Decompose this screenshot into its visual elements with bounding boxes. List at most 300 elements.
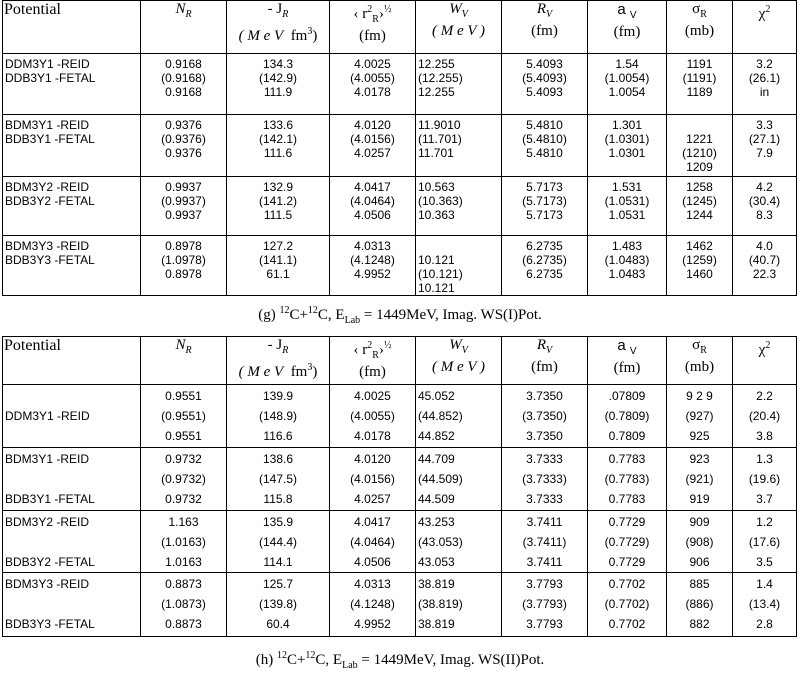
cell-line: 133.6 bbox=[262, 118, 294, 132]
cell-line: 1.0301 bbox=[608, 146, 646, 160]
cell-wv bbox=[416, 115, 502, 177]
table-row bbox=[3, 448, 797, 511]
cell-line: 5.4810 bbox=[526, 146, 563, 160]
cell-nr bbox=[141, 511, 227, 573]
cell-av bbox=[588, 177, 667, 236]
cell-chi bbox=[733, 177, 797, 236]
cell-line: 11.9010 bbox=[418, 118, 461, 132]
cell-jr bbox=[227, 573, 330, 637]
cell-line: (1.0873) bbox=[161, 597, 206, 611]
cell-line: (0.9168) bbox=[161, 71, 206, 85]
header-rv: $R_V$ (fm) bbox=[502, 1, 588, 54]
cell-line: 22.3 bbox=[752, 267, 777, 281]
cell-line: 45.052 bbox=[418, 389, 455, 403]
cell-line: (1.0978) bbox=[161, 253, 206, 267]
cell-av bbox=[588, 511, 667, 573]
cell-jr bbox=[227, 236, 330, 296]
cell-line: 44.852 bbox=[418, 429, 455, 443]
header-av: a $_V$ (fm) bbox=[588, 337, 667, 385]
cell-jr bbox=[227, 448, 330, 511]
cell-line: 0.8978 bbox=[165, 239, 202, 253]
cell-line: (142.1) bbox=[258, 132, 298, 146]
cell-line: (12.255) bbox=[418, 71, 463, 85]
cell-line: 135.9 bbox=[262, 515, 294, 529]
cell-line: BDM3Y1 -REID bbox=[5, 118, 90, 132]
cell-av bbox=[588, 448, 667, 511]
cell-rr bbox=[330, 115, 416, 177]
cell-line: 4.0506 bbox=[354, 208, 391, 222]
cell-rv bbox=[502, 511, 588, 573]
cell-av bbox=[588, 385, 667, 448]
cell-names bbox=[3, 236, 141, 296]
cell-line: 1.3 bbox=[756, 452, 773, 466]
cell-line: 4.0313 bbox=[354, 239, 391, 253]
cell-line: (139.8) bbox=[258, 597, 298, 611]
cell-line: (0.7809) bbox=[604, 409, 650, 423]
cell-line: 6.2735 bbox=[526, 239, 563, 253]
cell-line: 5.4093 bbox=[526, 57, 563, 71]
cell-chi bbox=[733, 511, 797, 573]
cell-line: (30.4) bbox=[748, 194, 781, 208]
header-nr: $N_R$ bbox=[141, 337, 227, 385]
cell-rv bbox=[502, 236, 588, 296]
cell-line: 111.9 bbox=[263, 85, 293, 99]
header-chi: $\chi^2$ bbox=[733, 337, 797, 385]
cell-chi bbox=[733, 385, 797, 448]
cell-line: 4.0178 bbox=[354, 85, 391, 99]
cell-line: 1.531 bbox=[611, 180, 643, 194]
cell-line: 885 bbox=[689, 577, 710, 591]
cell-line: BDB3Y2 -FETAL bbox=[5, 555, 95, 569]
cell-line: BDB3Y1 -FETAL bbox=[5, 132, 95, 146]
cell-line: 11.701 bbox=[418, 146, 454, 160]
header-rr: ‹ $r^2_R›^{\frac{1}{2}}$ (fm) bbox=[330, 1, 416, 54]
table-row bbox=[3, 115, 797, 177]
cell-line: 3.7793 bbox=[526, 577, 563, 591]
cell-line: 7.9 bbox=[756, 146, 773, 160]
cell-line: (144.4) bbox=[258, 535, 298, 549]
cell-nr bbox=[141, 573, 227, 637]
cell-line: (1245) bbox=[682, 194, 717, 208]
cell-line: 0.9937 bbox=[165, 208, 202, 222]
cell-rv bbox=[502, 115, 588, 177]
cell-line bbox=[5, 208, 140, 222]
header-nr: $N_R$ bbox=[141, 1, 227, 54]
cell-line: (3.7793) bbox=[522, 597, 567, 611]
cell-rr bbox=[330, 511, 416, 573]
cell-line: 4.0120 bbox=[354, 452, 391, 466]
cell-line: 1258 bbox=[686, 180, 713, 194]
cell-line: DDB3Y1 -FETAL bbox=[5, 71, 96, 85]
cell-line: (20.4) bbox=[748, 409, 781, 423]
cell-line: 10.563 bbox=[418, 180, 455, 194]
cell-line: BDB3Y2 -FETAL bbox=[5, 194, 95, 208]
cell-line: 38.819 bbox=[418, 617, 455, 631]
cell-line: 12.255 bbox=[418, 57, 455, 71]
cell-line: 138.6 bbox=[262, 452, 294, 466]
cell-line: 3.2 bbox=[756, 57, 773, 71]
header-av: a $_V$ (fm) bbox=[588, 1, 667, 54]
header-potential: Potential bbox=[3, 337, 141, 385]
cell-line: 43.253 bbox=[418, 515, 455, 529]
cell-line: 1191 bbox=[686, 57, 713, 71]
cell-line: (0.7702) bbox=[604, 597, 650, 611]
cell-line: (1.0483) bbox=[604, 253, 650, 267]
table-g-header-row bbox=[3, 1, 797, 54]
cell-line: 0.9732 bbox=[165, 492, 202, 506]
cell-line: 6.2735 bbox=[526, 267, 563, 281]
cell-nr bbox=[141, 115, 227, 177]
cell-line: (927) bbox=[685, 409, 714, 423]
cell-line: (147.5) bbox=[258, 472, 298, 486]
cell-line: (1.0163) bbox=[161, 535, 206, 549]
cell-line: 919 bbox=[689, 492, 710, 506]
cell-line: 906 bbox=[689, 555, 710, 569]
cell-names bbox=[3, 54, 141, 115]
cell-jr bbox=[227, 115, 330, 177]
cell-line: 127.2 bbox=[262, 239, 294, 253]
cell-names bbox=[3, 448, 141, 511]
cell-rr bbox=[330, 448, 416, 511]
cell-line: (1.0531) bbox=[604, 194, 650, 208]
cell-line: (3.7411) bbox=[522, 535, 567, 549]
cell-line: 5.7173 bbox=[526, 208, 563, 222]
cell-line: 1.483 bbox=[611, 239, 643, 253]
cell-line: 3.7350 bbox=[526, 389, 563, 403]
cell-sigma bbox=[667, 573, 733, 637]
cell-line: (13.4) bbox=[748, 597, 781, 611]
cell-line: BDM3Y3 -REID bbox=[5, 577, 90, 591]
cell-line: (142.9) bbox=[258, 71, 298, 85]
table-row bbox=[3, 54, 797, 115]
cell-line: (19.6) bbox=[748, 472, 781, 486]
cell-line: 12.255 bbox=[418, 85, 455, 99]
cell-line: 38.819 bbox=[418, 577, 455, 591]
cell-line bbox=[5, 267, 140, 281]
cell-names bbox=[3, 385, 141, 448]
cell-line: (44.509) bbox=[418, 472, 463, 486]
cell-line: 1.0531 bbox=[608, 208, 646, 222]
cell-sigma bbox=[667, 448, 733, 511]
cell-rr bbox=[330, 385, 416, 448]
cell-line: 925 bbox=[689, 429, 710, 443]
cell-line: (4.0055) bbox=[350, 71, 395, 85]
cell-line bbox=[418, 239, 501, 253]
cell-line: 1460 bbox=[686, 267, 713, 281]
cell-line: (38.819) bbox=[418, 597, 463, 611]
cell-line: (27.1) bbox=[748, 132, 781, 146]
cell-line: 116.6 bbox=[263, 429, 293, 443]
cell-av bbox=[588, 115, 667, 177]
cell-line: 60.4 bbox=[266, 617, 290, 631]
cell-line: 0.8873 bbox=[165, 577, 202, 591]
cell-line: .07809 bbox=[608, 389, 646, 403]
cell-line: (141.2) bbox=[258, 194, 298, 208]
cell-line: (3.7350) bbox=[522, 409, 567, 423]
cell-sigma bbox=[667, 54, 733, 115]
cell-line: 1.163 bbox=[168, 515, 199, 529]
cell-sigma bbox=[667, 236, 733, 296]
cell-line: 1221 bbox=[686, 132, 713, 146]
cell-line: (908) bbox=[685, 535, 714, 549]
header-sigma: $\sigma_R$ (mb) bbox=[667, 337, 733, 385]
cell-line: 0.8873 bbox=[165, 617, 202, 631]
header-wv: $W_V$ ( M e V ) bbox=[416, 1, 502, 54]
cell-line: (4.0156) bbox=[350, 132, 395, 146]
table-row bbox=[3, 511, 797, 573]
cell-line: 111.6 bbox=[263, 146, 293, 160]
cell-line: 4.0025 bbox=[354, 389, 391, 403]
cell-sigma bbox=[667, 177, 733, 236]
cell-line: 114.1 bbox=[263, 555, 293, 569]
cell-line: BDM3Y3 -REID bbox=[5, 239, 90, 253]
cell-line: 1.54 bbox=[615, 57, 639, 71]
cell-nr bbox=[141, 385, 227, 448]
header-jr: - $J_R$ ( M e V $fm^3$) bbox=[227, 1, 330, 54]
cell-line: 9 2 9 bbox=[686, 389, 713, 403]
cell-line: 1244 bbox=[686, 208, 713, 222]
cell-line: 0.7783 bbox=[608, 452, 646, 466]
cell-line: 10.363 bbox=[418, 208, 455, 222]
cell-line: 4.0417 bbox=[354, 515, 391, 529]
cell-line: (6.2735) bbox=[522, 253, 567, 267]
cell-rv bbox=[502, 448, 588, 511]
cell-line: 4.9952 bbox=[354, 267, 391, 281]
cell-sigma bbox=[667, 115, 733, 177]
cell-line: 125.7 bbox=[262, 577, 294, 591]
cell-line: 0.9168 bbox=[165, 85, 202, 99]
cell-rv bbox=[502, 385, 588, 448]
caption-h: (h) $^{12}$C+$^{12}$C, $E_{Lab} = 1449MeV$, Imag. WS(II)Pot. bbox=[255, 650, 545, 671]
cell-line: (3.7333) bbox=[522, 472, 567, 486]
cell-line: (141.1) bbox=[258, 253, 298, 267]
cell-line: (10.363) bbox=[418, 194, 463, 208]
cell-line: 8.3 bbox=[756, 208, 773, 222]
cell-line: 4.0257 bbox=[354, 492, 391, 506]
cell-line: BDB3Y3 -FETAL bbox=[5, 617, 95, 631]
header-potential: Potential bbox=[3, 1, 141, 54]
cell-line: BDM3Y2 -REID bbox=[5, 515, 90, 529]
cell-line: (26.1) bbox=[748, 71, 781, 85]
table-g-body bbox=[3, 54, 797, 296]
cell-jr bbox=[227, 511, 330, 573]
cell-nr bbox=[141, 448, 227, 511]
cell-line: 1189 bbox=[686, 85, 713, 99]
cell-line: 0.9551 bbox=[165, 389, 202, 403]
cell-line: 3.7 bbox=[756, 492, 773, 506]
cell-line: 0.9168 bbox=[165, 57, 202, 71]
cell-chi bbox=[733, 115, 797, 177]
cell-chi bbox=[733, 236, 797, 296]
cell-line: 132.9 bbox=[262, 180, 294, 194]
header-wv: $W_V$ ( M e V ) bbox=[416, 337, 502, 385]
cell-line: (4.1248) bbox=[350, 597, 395, 611]
cell-line: 0.7809 bbox=[608, 429, 646, 443]
cell-line: (148.9) bbox=[258, 409, 298, 423]
cell-line: 43.053 bbox=[418, 555, 455, 569]
cell-av bbox=[588, 573, 667, 637]
cell-line: 4.0506 bbox=[354, 555, 391, 569]
cell-chi bbox=[733, 573, 797, 637]
cell-line: 0.8978 bbox=[165, 267, 202, 281]
cell-line: 3.7350 bbox=[526, 429, 563, 443]
cell-line: DDM3Y1 -REID bbox=[5, 409, 90, 423]
cell-names bbox=[3, 177, 141, 236]
cell-line: BDB3Y1 -FETAL bbox=[5, 492, 95, 506]
cell-jr bbox=[227, 385, 330, 448]
table-h bbox=[2, 336, 797, 637]
cell-line: 3.7411 bbox=[526, 515, 563, 529]
cell-rr bbox=[330, 177, 416, 236]
cell-line: 0.7702 bbox=[608, 577, 646, 591]
cell-line bbox=[5, 386, 140, 406]
cell-line: (886) bbox=[685, 597, 714, 611]
cell-line: 0.7783 bbox=[608, 492, 646, 506]
header-rr: ‹ $r^2_R›^{\frac{1}{2}}$ (fm) bbox=[330, 337, 416, 385]
cell-sigma bbox=[667, 511, 733, 573]
cell-line: 10.121 bbox=[418, 281, 455, 295]
cell-line bbox=[667, 118, 732, 132]
cell-line: (1210) bbox=[682, 146, 717, 160]
cell-line: 909 bbox=[689, 515, 710, 529]
cell-nr bbox=[141, 236, 227, 296]
cell-line: 3.7333 bbox=[526, 452, 563, 466]
cell-chi bbox=[733, 54, 797, 115]
cell-rv bbox=[502, 177, 588, 236]
cell-line: (11.701) bbox=[418, 132, 462, 146]
cell-line bbox=[5, 532, 140, 552]
header-rv: $R_V$ (fm) bbox=[502, 337, 588, 385]
cell-line: (10.121) bbox=[418, 267, 463, 281]
cell-line: (0.7729) bbox=[604, 535, 650, 549]
cell-line: (40.7) bbox=[748, 253, 781, 267]
cell-jr bbox=[227, 177, 330, 236]
cell-line: 2.8 bbox=[756, 617, 773, 631]
cell-line: 4.2 bbox=[756, 180, 773, 194]
cell-line: 0.7702 bbox=[608, 617, 646, 631]
cell-line: 44.509 bbox=[418, 492, 455, 506]
cell-names bbox=[3, 511, 141, 573]
cell-line bbox=[5, 426, 140, 446]
cell-line: (1.0054) bbox=[604, 71, 650, 85]
cell-line: 4.0025 bbox=[354, 57, 391, 71]
cell-line: in bbox=[759, 85, 770, 99]
cell-line: 3.5 bbox=[756, 555, 773, 569]
cell-line bbox=[5, 469, 140, 489]
header-chi: $\chi^2$ bbox=[733, 1, 797, 54]
cell-wv bbox=[416, 385, 502, 448]
cell-line: 3.8 bbox=[756, 429, 773, 443]
cell-wv bbox=[416, 236, 502, 296]
cell-line: (1.0301) bbox=[604, 132, 650, 146]
cell-line: 4.0313 bbox=[354, 577, 391, 591]
cell-nr bbox=[141, 177, 227, 236]
cell-line: 4.0120 bbox=[354, 118, 391, 132]
cell-line: BDM3Y1 -REID bbox=[5, 452, 90, 466]
cell-nr bbox=[141, 54, 227, 115]
cell-av bbox=[588, 236, 667, 296]
cell-line: 4.0 bbox=[756, 239, 773, 253]
cell-line: BDM3Y2 -REID bbox=[5, 180, 90, 194]
cell-line: 5.4810 bbox=[526, 118, 563, 132]
cell-line: 1209 bbox=[686, 160, 713, 174]
cell-line: 61.1 bbox=[266, 267, 290, 281]
cell-line: (0.9376) bbox=[161, 132, 206, 146]
cell-line: 134.3 bbox=[262, 57, 294, 71]
cell-line: (5.4810) bbox=[522, 132, 567, 146]
cell-names bbox=[3, 573, 141, 637]
cell-line: (0.9551) bbox=[161, 409, 206, 423]
table-row bbox=[3, 177, 797, 236]
cell-line: 5.7173 bbox=[526, 180, 563, 194]
cell-line: (0.9937) bbox=[161, 194, 206, 208]
cell-line: DDM3Y1 -REID bbox=[5, 57, 90, 71]
cell-line: 44.709 bbox=[418, 452, 455, 466]
cell-line: (5.7173) bbox=[522, 194, 567, 208]
cell-line: 1462 bbox=[686, 239, 713, 253]
cell-line: (1191) bbox=[682, 71, 717, 85]
cell-line: 3.7793 bbox=[526, 617, 563, 631]
cell-rv bbox=[502, 573, 588, 637]
table-row bbox=[3, 385, 797, 448]
cell-line: 0.7729 bbox=[608, 555, 646, 569]
cell-chi bbox=[733, 448, 797, 511]
cell-av bbox=[588, 54, 667, 115]
cell-line: (5.4093) bbox=[522, 71, 567, 85]
cell-line: (0.9732) bbox=[161, 472, 206, 486]
cell-line: BDB3Y3 -FETAL bbox=[5, 253, 95, 267]
cell-line: 4.0257 bbox=[354, 146, 391, 160]
cell-line: 0.9551 bbox=[165, 429, 202, 443]
cell-line: 3.7411 bbox=[526, 555, 563, 569]
cell-line bbox=[5, 85, 140, 99]
cell-line: 115.8 bbox=[263, 492, 293, 506]
cell-sigma bbox=[667, 385, 733, 448]
cell-line: 111.5 bbox=[263, 208, 293, 222]
cell-line: 1.2 bbox=[756, 515, 773, 529]
cell-line: 1.0054 bbox=[608, 85, 646, 99]
table-h-body bbox=[3, 385, 797, 637]
cell-line: (0.7783) bbox=[604, 472, 650, 486]
cell-rv bbox=[502, 54, 588, 115]
cell-line: (4.0464) bbox=[350, 194, 395, 208]
cell-line: 5.4093 bbox=[526, 85, 563, 99]
cell-jr bbox=[227, 54, 330, 115]
table-row bbox=[3, 236, 797, 296]
cell-wv bbox=[416, 54, 502, 115]
cell-wv bbox=[416, 177, 502, 236]
cell-line: 0.9937 bbox=[165, 180, 202, 194]
cell-line: 0.9376 bbox=[165, 118, 202, 132]
cell-line: 4.9952 bbox=[354, 617, 391, 631]
cell-line: 0.9376 bbox=[165, 146, 202, 160]
header-sigma: $\sigma_R$ (mb) bbox=[667, 1, 733, 54]
cell-line: (44.852) bbox=[418, 409, 463, 423]
cell-line: 4.0417 bbox=[354, 180, 391, 194]
cell-line: (4.0464) bbox=[350, 535, 395, 549]
cell-line: (1259) bbox=[682, 253, 717, 267]
header-jr: - $J_R$ ( M e V $fm^3$) bbox=[227, 337, 330, 385]
cell-line: 923 bbox=[689, 452, 710, 466]
cell-line: 10.121 bbox=[418, 253, 455, 267]
cell-line: 1.301 bbox=[611, 118, 643, 132]
cell-line: 1.0163 bbox=[165, 555, 202, 569]
cell-line: (4.0055) bbox=[350, 409, 395, 423]
cell-rr bbox=[330, 54, 416, 115]
cell-wv bbox=[416, 573, 502, 637]
cell-line: 0.7729 bbox=[608, 515, 646, 529]
cell-line: 0.9732 bbox=[165, 452, 202, 466]
